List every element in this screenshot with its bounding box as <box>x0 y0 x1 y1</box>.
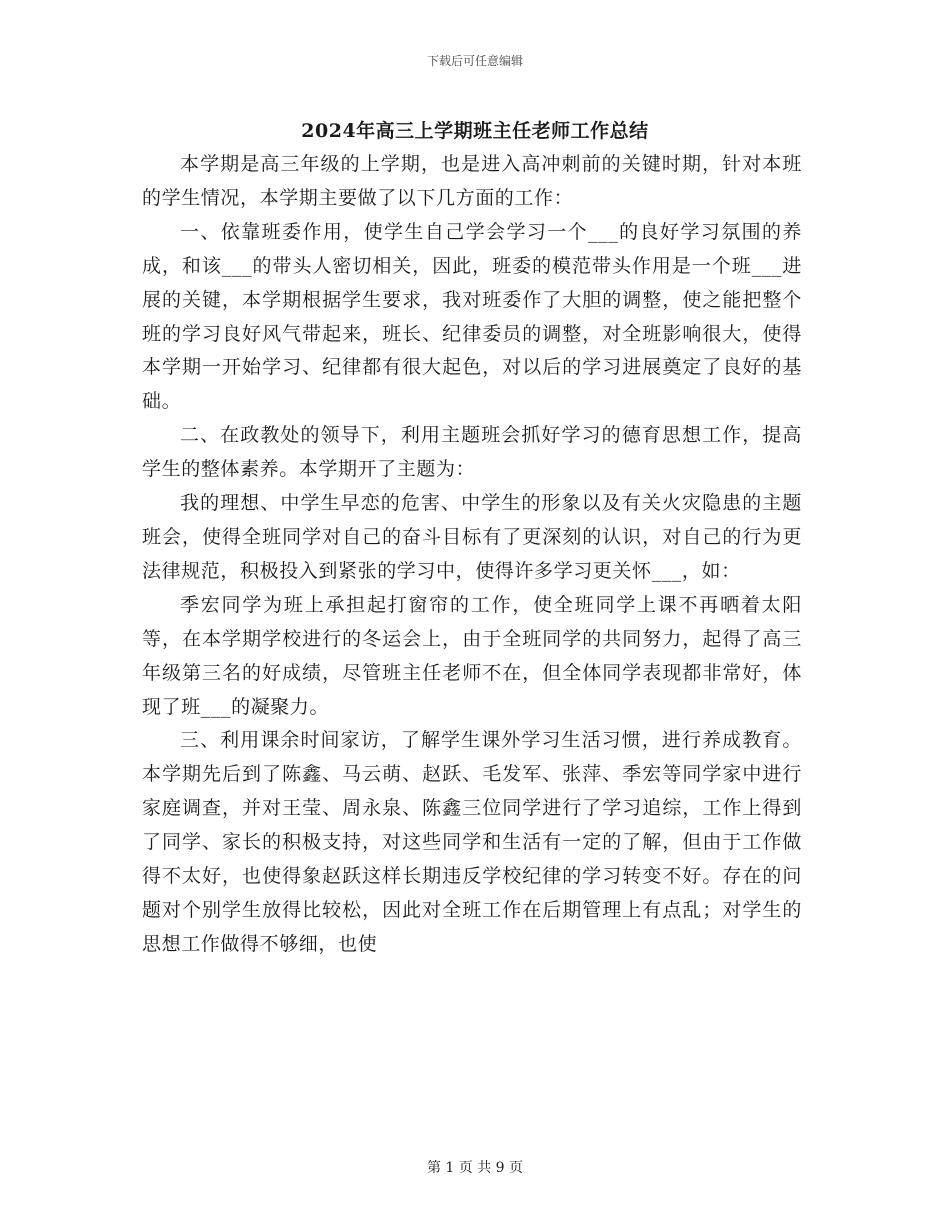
paragraph-section-2-detail: 我的理想、中学生早恋的危害、中学生的形象以及有关火灾隐患的主题班会，使得全班同学对自己的奋斗目标有了更深刻的认识，对自己的行为更法律规范，积极投入到紧张的学习中，使得许多学习更关怀___，如： <box>142 492 802 582</box>
document-title: 2024年高三上学期班主任老师工作总结 <box>301 120 649 142</box>
document-body <box>142 148 802 962</box>
header-note: 下载后可任意编辑 <box>426 54 523 68</box>
paragraph-section-3: 三、利用课余时间家访，了解学生课外学习生活习惯，进行养成教育。本学期先后到了陈鑫、马云萌、赵跃、毛发军、张萍、季宏等同学家中进行家庭调查，并对王莹、周永泉、陈鑫三位同学进行了学习追综，工作上得到了同学、家长的积极支持，对这些同学和生活有一定的了解，但由于工作做得不太好，也使得象赵跃这样长期违反学校纪律的学习转变不好。存在的问题对个别学生放得比较松，因此对全班工作在后期管理上有点乱；对学生的思想工作做得不够细，也使 <box>142 729 802 955</box>
page-number: 第 1 页 共 9 页 <box>426 1160 524 1176</box>
paragraph-section-2: 二、在政教处的领导下，利用主题班会抓好学习的德育思想工作，提高学生的整体素养。本学期开了主题为： <box>142 424 802 481</box>
paragraph-section-1: 一、依靠班委作用，使学生自己学会学习一个___的良好学习氛围的养成，和该___的带头人密切相关，因此，班委的模范带头作用是一个班___进展的关键，本学期根据学生要求，我对班委作了大胆的调整，使之能把整个班的学习良好风气带起来，班长、纪律委员的调整，对全班影响很大，使得本学期一开始学习、纪律都有很大起色，对以后的学习进展奠定了良好的基础。 <box>142 220 802 413</box>
paragraph-section-2-example: 季宏同学为班上承担起打窗帘的工作，使全班同学上课不再晒着太阳等，在本学期学校进行的冬运会上，由于全班同学的共同努力，起得了高三年级第三名的好成绩，尽管班主任老师不在，但全体同学表现都非常好，体现了班___的凝聚力。 <box>142 593 802 718</box>
paragraph-intro: 本学期是高三年级的上学期，也是进入高冲刺前的关键时期，针对本班的学生情况，本学期主要做了以下几方面的工作： <box>142 153 802 209</box>
